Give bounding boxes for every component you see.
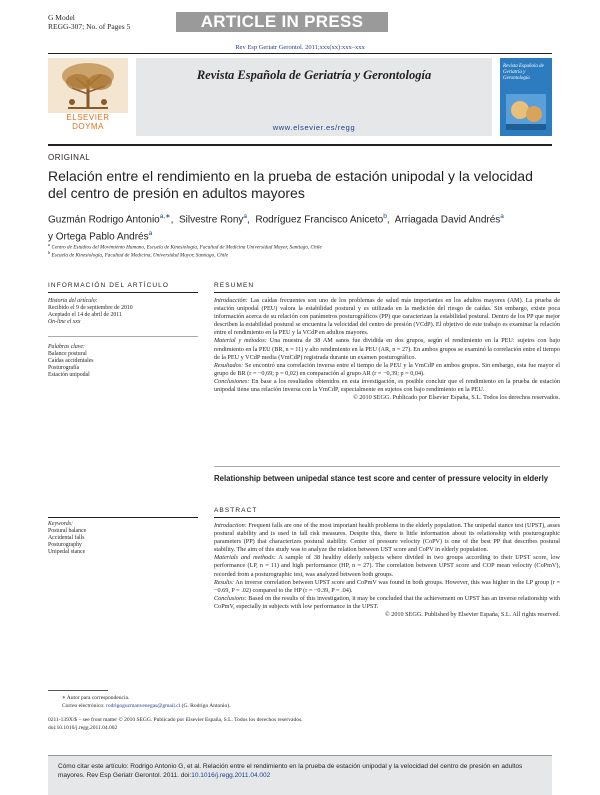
header-rule (48, 53, 552, 54)
abstract-paragraph (214, 579, 560, 595)
resumen-rule (214, 292, 560, 293)
paragraph-label: Resultados: (214, 361, 244, 369)
journal-citation-line: Rev Esp Geriatr Gerontol. 2011;xxx(xx):xxx–xxx (235, 44, 365, 51)
journal-cover-image (500, 58, 552, 136)
article-title (48, 168, 552, 202)
publisher-logo-text (48, 113, 128, 131)
author-separator: , (386, 214, 390, 226)
author-name[interactable]: Rodríguez Francisco Aniceto (255, 214, 384, 226)
gmodel-label (48, 13, 130, 31)
cover-graphic-icon (506, 94, 546, 130)
keyword-item: Estación unipodal (48, 372, 90, 378)
author-name[interactable]: y Ortega Pablo Andrés (48, 231, 149, 243)
abstract-body (214, 522, 560, 619)
affiliation-text: Escuela de Kinesiología, Facultad de Medicina, Universidad Mayor, Santiago, Chile (51, 252, 229, 259)
citation-box (48, 755, 552, 795)
elsevier-tree-icon (48, 58, 128, 113)
keyword-item: Balance postural (48, 351, 87, 357)
author-affiliation-mark[interactable]: a,∗ (159, 213, 171, 220)
doi-link[interactable]: doi:10.1016/j.regg.2011.04.002 (48, 725, 118, 731)
keywords-en-label: Keywords: (48, 521, 73, 527)
resumen-paragraph (214, 362, 560, 378)
article-history (48, 298, 198, 326)
abstract-rule (214, 517, 560, 518)
journal-header-rule (48, 144, 552, 146)
email-link[interactable]: rodrigoguzmanvenegas@gmail.cl (105, 703, 181, 709)
paragraph-label: Conclusions: (214, 594, 247, 602)
history-label: Historia del artículo: (48, 298, 98, 304)
section-label: ORIGINAL (48, 153, 91, 162)
paragraph-label: Results: (214, 578, 234, 586)
author-affiliation-mark[interactable]: a (243, 213, 248, 220)
paragraph-text: Frequent falls are one of the most important health problems in the elderly population. The unipedal stance test (UPST), asses postural stability and is used in fall risk measures. Despite this, there is little information about its relationship with posturographic parameters (PP) that characterizes postural stability. Center of pressure velocity (CoPV) is one of the best PP that describes postural stability. The aim of this study was to analyze the relation between UST score and CoPV in elderly population. (214, 522, 561, 554)
resumen-heading: RESUMEN (214, 282, 255, 289)
info-rule (48, 292, 198, 293)
paragraph-text: An inverse correlation between UPST score and CoPmV was found in both groups. However, this was higher in the LP group (r = −0.69, P = .02) compared to the HP (r = −0.39, P = .04). (214, 578, 560, 594)
keyword-item: Posturografía (48, 365, 80, 371)
affiliation-mark: a (48, 242, 51, 247)
paragraph-label: Introduction: (214, 522, 247, 529)
resumen-paragraph (214, 378, 560, 394)
resumen-end-rule (214, 466, 560, 467)
author-affiliation-mark[interactable]: b (383, 213, 387, 220)
author-affiliation-mark[interactable]: a (500, 213, 504, 220)
english-title: Relationship between unipedal stance test score and center of pressure velocity in elderly (214, 474, 549, 483)
author-list (48, 210, 552, 245)
abstract-copyright: © 2010 SEGG. Published by Elsevier España, S.L. All rights reserved. (384, 611, 560, 619)
article-code: REGG-307; (48, 22, 85, 31)
resumen-paragraph (214, 297, 560, 337)
corresponding-author-note: ∗ Autor para correspondencia. (62, 695, 130, 701)
citation-doi-link[interactable]: 10.1016/j.regg.2011.04.002 (191, 772, 271, 779)
keyword-item: Caídas accidentales (48, 358, 94, 364)
paragraph-label: Introducción: (214, 297, 248, 304)
author-separator: , (170, 214, 174, 226)
paragraph-text: Based on the results of this investigation, it may be concluded that the achievement on UPST has an inverse relationship with CoPmV, especially in subjects with low performance in the UPST. (214, 594, 561, 610)
abstract-heading: ABSTRACT (214, 507, 258, 514)
keywords-label: Palabras clave: (48, 344, 85, 350)
email-footnote (62, 703, 231, 710)
author-line-1 (48, 210, 552, 227)
publisher-name: ELSEVIER (66, 113, 110, 122)
abstract-paragraph (214, 522, 560, 554)
accepted-date: Aceptado el 14 de abril de 2011 (48, 312, 122, 318)
paragraph-text: En base a los resultados obtenidos en esta investigación, es posible concluir que el rendimiento en la prueba de estación unipodal tiene una relación inversa con la VmCdP, especialmente en sujetos con bajo rendimiento en la PEU. (214, 377, 560, 394)
resumen-copyright: © 2010 SEGG. Publicado por Elsevier España, S.L. Todos los derechos reservados. (353, 394, 560, 402)
abstract-paragraph (214, 595, 560, 611)
paragraph-label: Material y métodos: (214, 337, 267, 345)
article-info-heading: INFORMACIÓN DEL ARTÍCULO (48, 282, 170, 289)
issn-line: 0211-139X/$ – see front matter © 2010 SEGG. Publicado por Elsevier España, S.L. Todos los derechos reservados. (48, 717, 303, 723)
keywords-es (48, 344, 198, 379)
citation-text: Cómo citar este artículo: Rodrigo Antonio G, et al. Relación entre el rendimiento en la prueba de estación unipodal y la velocidad del centro de presión en adultos mayores. Rev Esp Geriatr Gerontol. 2011. (58, 763, 523, 779)
journal-title: Revista Española de Geriatría y Gerontología (196, 68, 432, 82)
article-code-line (48, 22, 130, 31)
article-title-line-2: del centro de presión en adultos mayores (48, 185, 305, 201)
abstract-paragraph (214, 554, 560, 578)
pages-note: No. of Pages 5 (86, 22, 131, 31)
keyword-en-item: Postural balance (48, 528, 87, 534)
footnote-rule (48, 690, 108, 691)
paragraph-text: Una muestra de 38 AM sanos fue dividida en dos grupos, según el rendimiento en la PEU: sujetos con bajo rendimiento en la PEU (BR, n = 11) y alto rendimiento en la PEU (AR, n = 27). En ambos grupos se examinó la correlación entre el tiempo de la PEU y VCdP media (VmCdP) registrada durante un examen posturográfico. (214, 337, 561, 361)
paragraph-text: A sample of 38 healthy elderly subjects where divided in two groups according to their UPST score, low performance (LP, n = 11) and high performance (HP, n = 27). The correlation between UPST score and COP mean velocity (CoPmV), recorded from a posturographic test, was analyzed between both groups. (214, 554, 560, 578)
keyword-en-item: Accidental falls (48, 535, 85, 541)
online-date: On-line el xxx (48, 319, 81, 325)
author-name[interactable]: Guzmán Rodrigo Antonio (48, 214, 160, 226)
article-title-line-1: Relación entre el rendimiento en la prueba de estación unipodal y la velocidad (48, 168, 533, 184)
paragraph-label: Materials and methods: (214, 554, 276, 562)
keyword-en-item: Unipedal stance (48, 549, 86, 555)
email-suffix: (G. Rodrigo Antonio). (181, 703, 231, 709)
info-divider (48, 336, 198, 337)
resumen-paragraph (214, 337, 560, 361)
gmodel-text: G Model (48, 13, 75, 22)
affiliation-text: Centro de Estudios del Movimiento Humano, Escuela de Kinesiología, Facultad de Medicina Universidad Mayor, Santiago, Chile (51, 244, 322, 251)
author-separator: , (247, 214, 250, 226)
paragraph-text: Se encontró una correlación inversa entre el tiempo de la PEU y la VmCdP en ambos grupos. Sin embargo, esta fue mayor el grupo de BR (r = −0,69; p = 0,02) en comparación al grupo AR (r = −0,39; p = 0,04). (214, 361, 560, 377)
resumen-body (214, 297, 560, 402)
publisher-subname: DOYMA (72, 122, 104, 131)
received-date: Recibido el 9 de septiembre de 2010 (48, 305, 133, 311)
author-name[interactable]: Arriagada David Andrés (394, 214, 501, 226)
paragraph-label: Conclusiones: (214, 377, 250, 385)
keywords-en-rule (48, 517, 198, 518)
keywords-en (48, 521, 198, 556)
journal-url-link[interactable]: www.elsevier.es/regg (272, 123, 356, 132)
article-in-press-banner: ARTICLE IN PRESS (176, 12, 388, 32)
cover-title: Revista Española de Geriatría y Gerontología (503, 64, 544, 81)
author-name[interactable]: Silvestre Rony (178, 214, 244, 226)
keyword-en-item: Posturography (48, 542, 82, 548)
author-affiliation-mark[interactable]: a (148, 230, 153, 238)
affiliation-mark: b (48, 250, 51, 255)
email-label: Correo electrónico: (62, 703, 105, 709)
affiliation (48, 250, 552, 259)
citation-doi-label: doi: (180, 772, 192, 779)
paragraph-text: Las caídas frecuentes son uno de los problemas de salud más importantes en los adultos mayores (AM). La prueba de estación unipodal (PEU) valora la estabilidad postural y es utilizada en la medición del riesgo de caídas. Sin embargo, existe poca información acerca de su relación con parámetros posturográficos (PP) que caracterizan la estabilidad postural. Dentro de los PP que mejor describen la estabilidad postural se encuentra la velocidad del centro de presión (VCdP). El objetivo de este trabajo es examinar la relación entre el rendimiento en la PEU y la VCdP en adultos mayores. (214, 297, 561, 337)
